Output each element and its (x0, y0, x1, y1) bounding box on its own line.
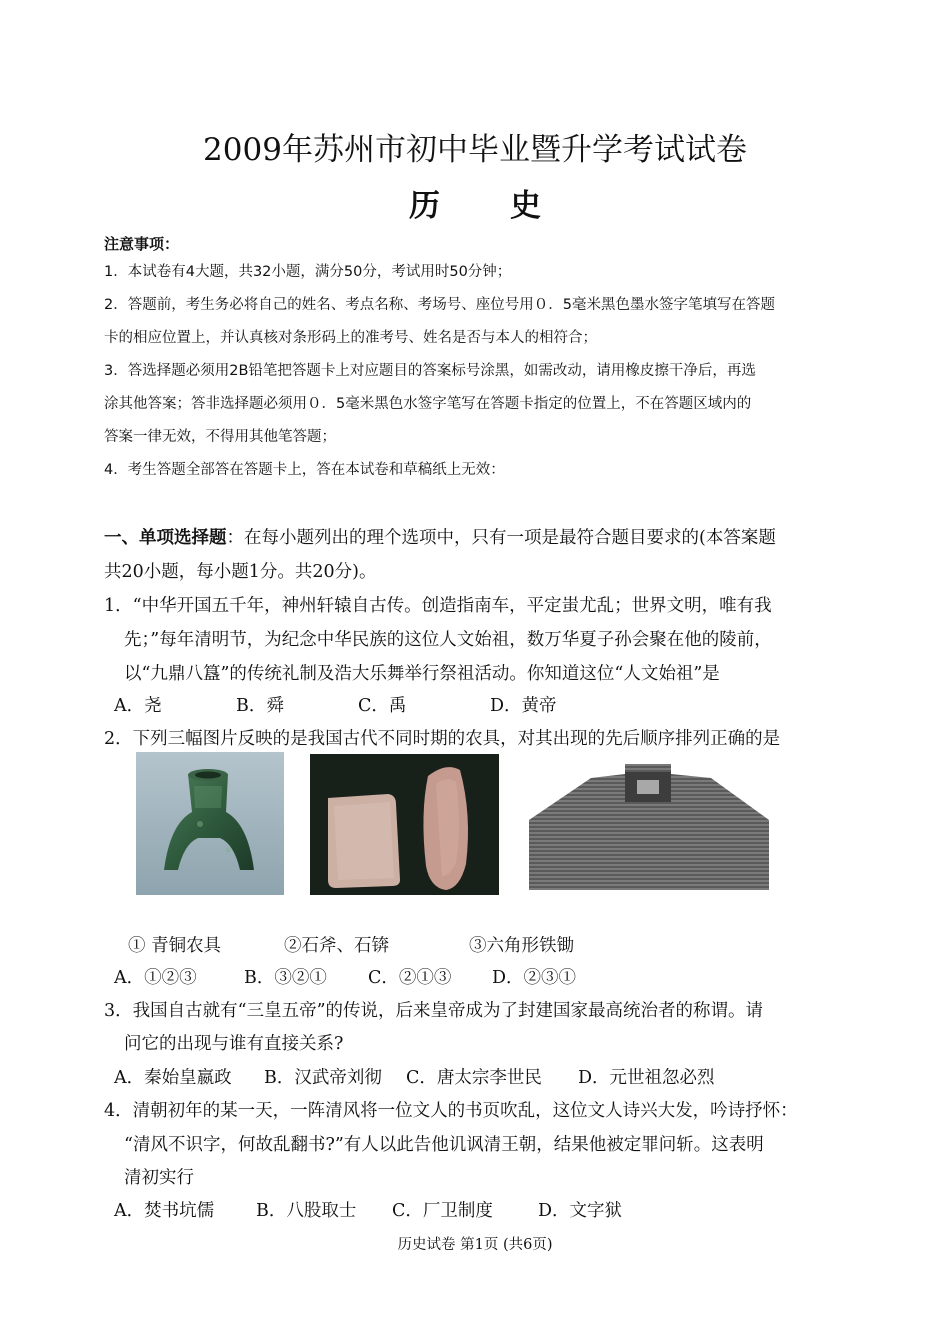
q1-line: 1．“中华开国五千年，神州轩辕自古传。创造指南车，平定蚩尤乱；世界文明，唯有我 (104, 596, 772, 616)
q2-line: 2．下列三幅图片反映的是我国古代不同时期的农具，对其出现的先后顺序排列正确的是 (104, 729, 781, 749)
q1-line: 以“九鼎八簋”的传统礼制及浩大乐舞举行祭祖活动。你知道这位“人文始祖”是 (124, 664, 720, 684)
q2-option-a: A．①②③ (114, 968, 197, 988)
notes-heading: 注意事项： (104, 235, 180, 253)
page-footer: 历史试卷 第1页 (共6页) (397, 1237, 553, 1253)
q2-caption-3: ③六角形铁锄 (469, 936, 574, 956)
q3-option-d: D．元世祖忽必烈 (578, 1068, 715, 1088)
note-line: 3．答选择题必须用2B铅笔把答题卡上对应题目的答案标号涂黑，如需改动，请用橡皮擦干净后，再选 (104, 363, 756, 379)
section-desc-2: 共20小题，每小题1分。共20分)。 (104, 562, 377, 582)
q3-option-a: A．秦始皇嬴政 (114, 1068, 232, 1088)
q4-option-d: D．文字狱 (538, 1201, 623, 1221)
q2-option-b: B．③②① (244, 968, 327, 988)
section-label: 一、单项选择题 (104, 528, 227, 548)
q4-line: 4．清朝初年的某一天，一阵清风将一位文人的书页吹乱，这位文人诗兴大发，吟诗抒怀： (104, 1101, 798, 1121)
section-desc: ：在每小题列出的理个选项中，只有一项是最符合题目要求的(本答案题 (226, 528, 776, 548)
q4-line: “清风不识字，何故乱翻书?”有人以此告他讥讽清王朝，结果他被定罪问斩。这表明 (124, 1135, 764, 1155)
note-line: 涂其他答案；答非选择题必须用０．5毫米黑色水签字笔写在答题卡指定的位置上，不在答题区域内的 (104, 396, 752, 412)
q1-option-d: D．黄帝 (490, 696, 557, 716)
note-line: 答案一律无效，不得用其他笔答题； (104, 429, 336, 445)
q1-option-a: A．尧 (114, 696, 162, 716)
section-heading (104, 524, 864, 549)
q2-caption-1: ① 青铜农具 (128, 936, 222, 956)
q1-option-b: B．舜 (236, 696, 284, 716)
q2-option-c: C．②①③ (368, 968, 452, 988)
note-line: 4．考生答题全部答在答题卡上，答在本试卷和草稿纸上无效： (104, 462, 505, 478)
stone-axe-photo (310, 754, 499, 895)
q4-option-c: C．厂卫制度 (392, 1201, 493, 1221)
q2-option-d: D．②③① (492, 968, 577, 988)
q3-option-b: B．汉武帝刘彻 (264, 1068, 382, 1088)
q4-option-b: B．八股取士 (256, 1201, 357, 1221)
subject-title: 历史 (409, 188, 611, 224)
bronze-tool-photo (136, 752, 284, 895)
q4-option-a: A．焚书坑儒 (114, 1201, 215, 1221)
q1-option-c: C．禹 (358, 696, 407, 716)
note-line: 卡的相应位置上，并认真核对条形码上的准考号、姓名是否与本人的相符合； (104, 330, 597, 346)
q3-line: 问它的出现与谁有直接关系? (124, 1034, 344, 1054)
q2-caption-2: ②石斧、石锛 (284, 936, 389, 956)
q3-option-c: C．唐太宗李世民 (406, 1068, 542, 1088)
note-line: 2．答题前，考生务必将自己的姓名、考点名称、考场号、座位号用０．5毫米黑色墨水签字笔填写在答题 (104, 297, 775, 313)
q3-line: 3．我国自古就有“三皇五帝”的传说，后来皇帝成为了封建国家最高统治者的称谓。请 (104, 1001, 764, 1021)
note-line: 1．本试卷有4大题，共32小题，满分50分，考试用时50分钟； (104, 264, 512, 280)
q4-line: 清初实行 (124, 1168, 194, 1188)
exam-title: 2009年苏州市初中毕业暨升学考试试卷 (203, 132, 747, 168)
notes-block (104, 232, 864, 487)
q1-line: 先；”每年清明节，为纪念中华民族的这位人文始祖，数万华夏子孙会聚在他的陵前， (124, 630, 772, 650)
iron-hoe-photo (521, 754, 775, 895)
